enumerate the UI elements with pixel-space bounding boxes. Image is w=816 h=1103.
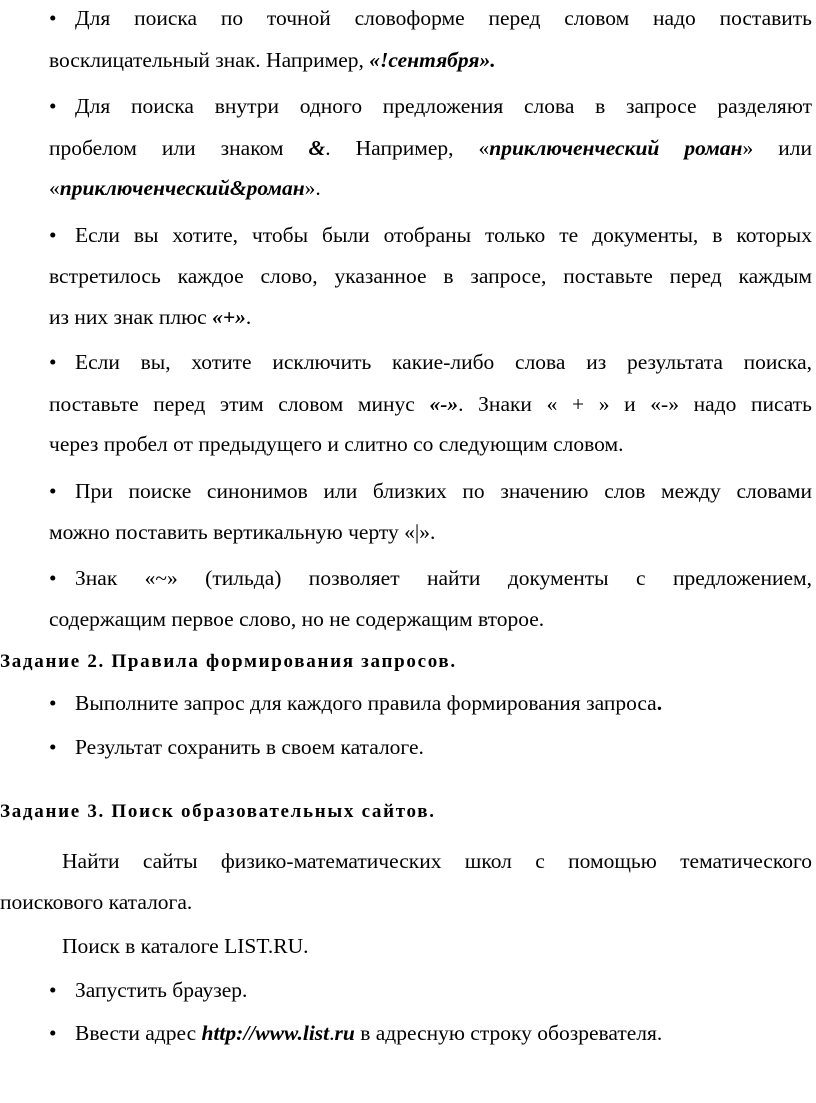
text: Выполните запрос для каждого правила формирования запроса bbox=[75, 691, 657, 715]
task-3-paragraph-1-line-2 bbox=[0, 892, 812, 914]
text: пробелом или знаком bbox=[49, 136, 309, 160]
minus-symbol: «-» bbox=[429, 392, 459, 416]
bullet-item-4-line-2 bbox=[49, 394, 812, 416]
plus-symbol: «+» bbox=[212, 305, 246, 329]
text: « bbox=[49, 176, 60, 200]
text: встретилось каждое слово, указанное в запросе, поставьте перед каждым bbox=[49, 264, 812, 288]
task-2-bullet-1 bbox=[49, 693, 812, 715]
text: Найти сайты физико-математических школ с помощью тематического bbox=[62, 849, 812, 873]
text: Запустить браузер. bbox=[75, 978, 248, 1002]
task-2-heading: Задание 2. Правила формирования запросов. bbox=[0, 651, 457, 672]
bullet-item-4-line-3 bbox=[49, 434, 812, 456]
bullet-icon: • bbox=[49, 978, 57, 1002]
text: . bbox=[245, 305, 252, 329]
text: Знак «~» (тильда) позволяет найти документы с предложением, bbox=[75, 566, 812, 590]
bullet-item-1-line-2 bbox=[49, 50, 812, 72]
task-3-paragraph-1-line-1 bbox=[62, 851, 812, 873]
bullet-item-6-line-1 bbox=[49, 568, 812, 590]
bullet-icon: • bbox=[49, 1021, 57, 1045]
url-text: ru bbox=[334, 1021, 355, 1045]
text: восклицательный знак. Например, bbox=[49, 48, 370, 72]
example-query: «!сентября». bbox=[369, 48, 496, 72]
text: через пробел от предыдущего и слитно со следующим словом. bbox=[49, 432, 624, 456]
bullet-item-6-line-2 bbox=[49, 609, 812, 631]
bullet-item-3-line-1 bbox=[49, 225, 812, 247]
text: При поиске синонимов или близких по значению слов между словами bbox=[75, 479, 812, 503]
task-3-bullet-1 bbox=[49, 980, 812, 1002]
bullet-item-2-line-2 bbox=[49, 138, 812, 160]
text: . bbox=[656, 691, 663, 715]
text: Для поиска внутри одного предложения слова в запросе разделяют bbox=[75, 94, 812, 118]
bullet-icon: • bbox=[49, 6, 57, 30]
text: поискового каталога. bbox=[0, 890, 193, 914]
task-2-bullet-2 bbox=[49, 737, 812, 759]
example-query: приключенческий&роман bbox=[59, 176, 305, 200]
bullet-item-3-line-3 bbox=[49, 307, 812, 329]
text: Результат сохранить в своем каталоге. bbox=[75, 735, 424, 759]
bullet-item-3-line-2 bbox=[49, 266, 812, 288]
text: в адресную строку обозревателя. bbox=[354, 1021, 663, 1045]
text: Поиск в каталоге LIST.RU. bbox=[62, 934, 309, 958]
text: Ввести адрес bbox=[75, 1021, 202, 1045]
text: Если вы, хотите исключить какие-либо слова из результата поиска, bbox=[75, 350, 812, 374]
bullet-icon: • bbox=[49, 735, 57, 759]
text: из них знак плюс bbox=[49, 305, 213, 329]
bullet-icon: • bbox=[49, 94, 57, 118]
text: Если вы хотите, чтобы были отобраны только те документы, в которых bbox=[75, 223, 812, 247]
text: содержащим первое слово, но не содержащим второе. bbox=[49, 607, 545, 631]
text: можно поставить вертикальную черту «|». bbox=[49, 520, 436, 544]
text: ». bbox=[304, 176, 321, 200]
task-3-bullet-2 bbox=[49, 1023, 812, 1045]
task-3-paragraph-2 bbox=[62, 936, 816, 958]
text: поставьте перед этим словом минус bbox=[49, 392, 430, 416]
bullet-item-4-line-1 bbox=[49, 352, 812, 374]
bullet-item-5-line-1 bbox=[49, 481, 812, 503]
bullet-icon: • bbox=[49, 566, 57, 590]
bullet-icon: • bbox=[49, 350, 57, 374]
bullet-icon: • bbox=[49, 223, 57, 247]
bullet-icon: • bbox=[49, 479, 57, 503]
ampersand-symbol: & bbox=[308, 136, 326, 160]
text: » или bbox=[742, 136, 812, 160]
text: . Например, « bbox=[325, 136, 490, 160]
bullet-item-5-line-2 bbox=[49, 522, 812, 544]
example-query: приключенческий роман bbox=[489, 136, 743, 160]
text: . Знаки « + » и «-» надо писать bbox=[458, 392, 812, 416]
bullet-item-2-line-3 bbox=[49, 178, 812, 200]
url-text: http://www.list bbox=[201, 1021, 330, 1045]
text: . bbox=[329, 1021, 335, 1045]
bullet-icon: • bbox=[49, 691, 57, 715]
task-3-heading: Задание 3. Поиск образовательных сайтов. bbox=[0, 801, 436, 822]
text: Для поиска по точной словоформе перед словом надо поставить bbox=[75, 6, 812, 30]
bullet-item-1-line-1 bbox=[49, 8, 812, 30]
bullet-item-2-line-1 bbox=[49, 96, 812, 118]
